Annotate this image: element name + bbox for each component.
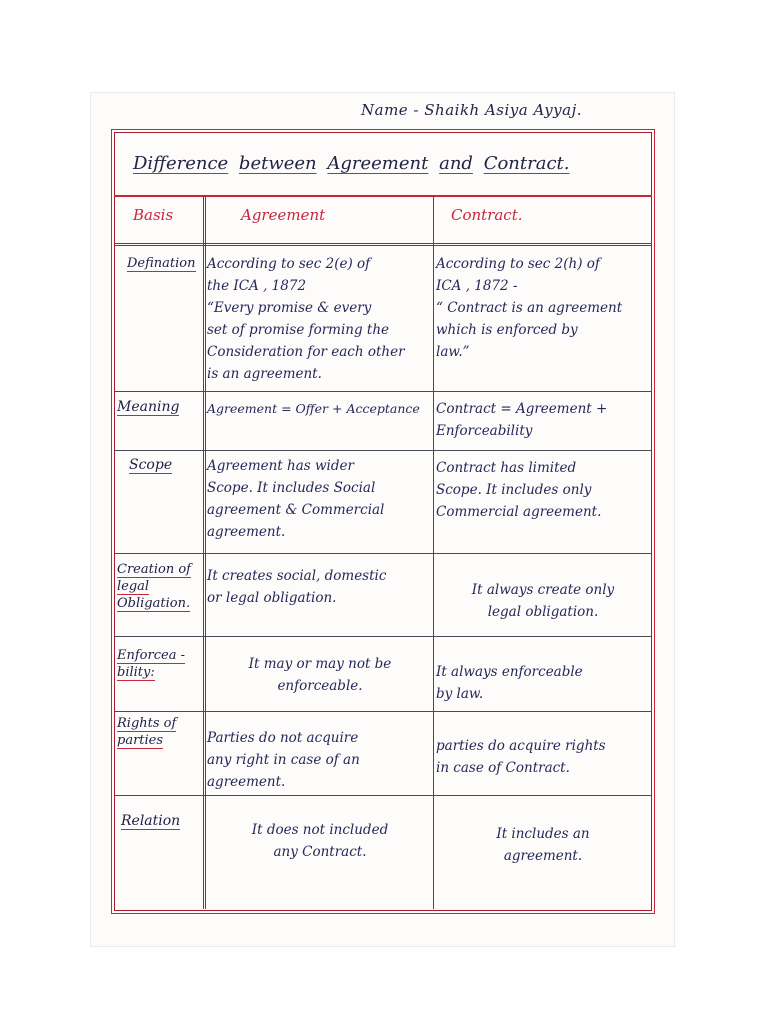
contract-legal-obligation: It always create only legal obligation. xyxy=(471,582,615,620)
contract-scope: Contract has limited Scope. It includes only Commercial agreement. xyxy=(436,460,602,520)
title-word-difference: Difference xyxy=(133,153,229,174)
notebook-page xyxy=(91,93,674,946)
row-basis-meaning xyxy=(117,399,205,416)
row-basis-label: Meaning xyxy=(117,399,180,415)
row-divider xyxy=(114,553,652,554)
row-basis-label: Defination xyxy=(127,256,196,271)
agreement-definition: According to sec 2(e) of the ICA , 1872 “Every promise & every set of promise forming the Consideration for each other is an agreement. xyxy=(207,256,405,382)
agreement-rights: Parties do not acquire any right in case of an agreement. xyxy=(207,730,360,790)
agreement-meaning: Agreement = Offer + Acceptance xyxy=(207,401,420,416)
header-contract: Contract. xyxy=(451,206,523,224)
row-divider xyxy=(114,391,652,392)
row-basis-label: Scope xyxy=(129,457,173,473)
title-word-and: and xyxy=(439,153,473,174)
row-divider xyxy=(114,795,652,796)
row-basis-label: Relation xyxy=(121,813,181,829)
row-basis-label: Enforcea -bility: xyxy=(117,648,185,680)
row-basis-scope xyxy=(129,457,217,474)
row-basis-rights-of-parties xyxy=(117,715,197,749)
agreement-scope: Agreement has wider Scope. It includes Social agreement & Commercial agreement. xyxy=(207,458,385,540)
row-basis-enforceability xyxy=(117,647,197,681)
contract-enforceability: It always enforceable by law. xyxy=(436,664,583,702)
contract-definition: According to sec 2(h) of ICA , 1872 - “ Contract is an agreement which is enforced by law.” xyxy=(436,256,623,360)
contract-meaning: Contract = Agreement + Enforceability xyxy=(436,401,608,439)
agreement-relation: It does not included any Contract. xyxy=(251,822,389,860)
title-word-agreement: Agreement xyxy=(327,153,429,174)
student-name: Name - Shaikh Asiya Ayyaj. xyxy=(361,101,583,119)
contract-relation: It includes an agreement. xyxy=(496,826,590,864)
row-basis-label: Creation of legal Obligation. xyxy=(117,562,191,611)
row-divider xyxy=(114,636,652,637)
column-divider-basis xyxy=(203,196,206,909)
contract-rights: parties do acquire rights in case of Contract. xyxy=(436,738,606,776)
title-word-contract: Contract. xyxy=(483,153,570,174)
row-basis-legal-obligation xyxy=(117,561,201,612)
agreement-legal-obligation: It creates social, domestic or legal obligation. xyxy=(207,568,387,606)
title-divider xyxy=(114,195,652,197)
row-basis-label: Rights of parties xyxy=(117,716,177,748)
row-basis-definition xyxy=(127,255,215,272)
row-basis-relation xyxy=(121,813,209,830)
row-divider xyxy=(114,450,652,451)
row-divider xyxy=(114,711,652,712)
page-title xyxy=(133,153,570,174)
header-divider xyxy=(114,243,652,246)
column-divider-agreement xyxy=(433,196,434,909)
agreement-enforceability: It may or may not be enforceable. xyxy=(248,656,392,694)
title-word-between: between xyxy=(238,153,317,174)
header-agreement: Agreement xyxy=(241,206,326,224)
header-basis: Basis xyxy=(133,206,174,224)
